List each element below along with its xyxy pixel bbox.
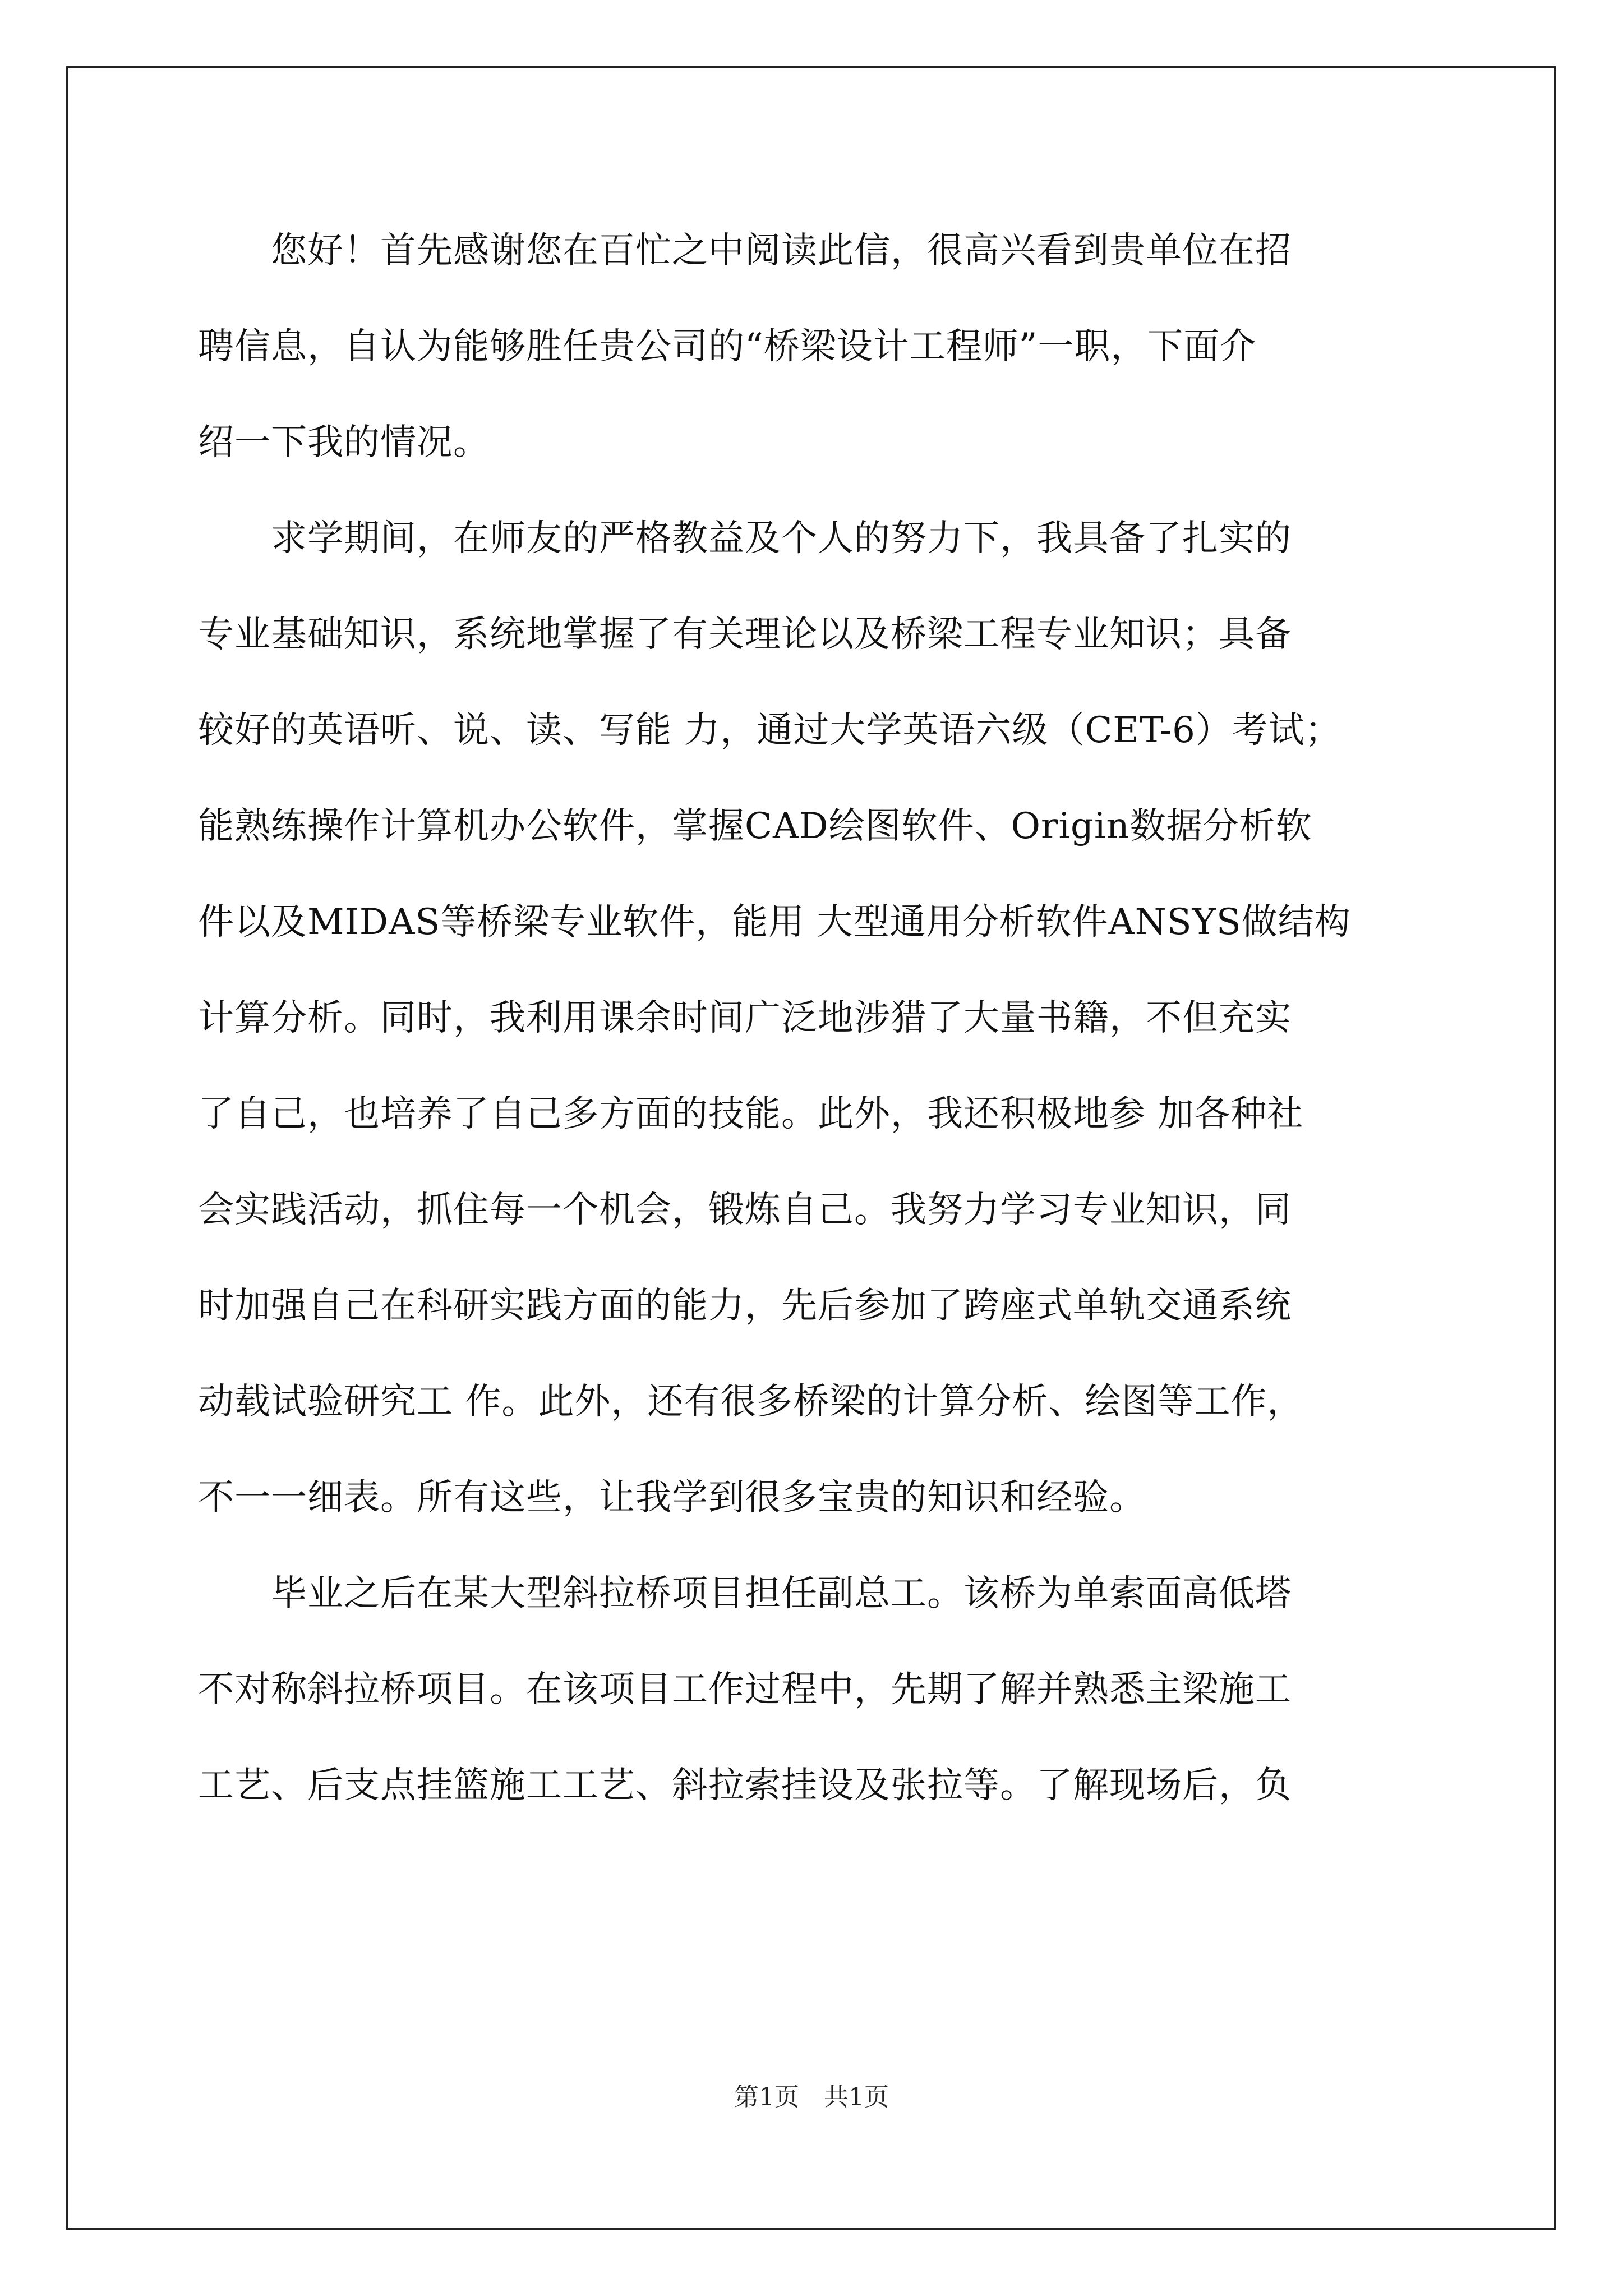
body-line: 时加强自己在科研实践方面的能力，先后参加了跨座式单轨交通系统	[198, 1285, 1292, 1327]
body-line: 求学期间，在师友的严格教益及个人的努力下，我具备了扎实的	[198, 518, 1292, 559]
page-number-footer: 第1页 共1页	[734, 2083, 889, 2111]
body-line: 动载试验研究工 作。此外，还有很多桥梁的计算分析、绘图等工作，	[198, 1381, 1304, 1423]
body-line: 不对称斜拉桥项目。在该项目工作过程中，先期了解并熟悉主梁施工	[198, 1669, 1292, 1710]
body-line: 能熟练操作计算机办公软件，掌握CAD绘图软件、Origin数据分析软	[198, 806, 1312, 847]
body-line: 毕业之后在某大型斜拉桥项目担任副总工。该桥为单索面高低塔	[198, 1573, 1292, 1614]
letter-body	[198, 214, 1432, 1845]
body-line: 了自己，也培养了自己多方面的技能。此外，我还积极地参 加各种社	[198, 1093, 1304, 1135]
body-line: 您好！首先感谢您在百忙之中阅读此信，很高兴看到贵单位在招	[198, 230, 1292, 272]
body-line: 会实践活动，抓住每一个机会，锻炼自己。我努力学习专业知识，同	[198, 1189, 1292, 1231]
body-line: 绍一下我的情况。	[198, 422, 490, 463]
body-line: 聘信息，自认为能够胜任贵公司的“桥梁设计工程师”一职，下面介	[198, 326, 1257, 367]
body-line: 计算分析。同时，我利用课余时间广泛地涉猎了大量书籍，不但充实	[198, 997, 1292, 1039]
body-line: 件以及MIDAS等桥梁专业软件，能用 大型通用分析软件ANSYS做结构	[198, 901, 1351, 943]
body-line: 较好的英语听、说、读、写能 力，通过大学英语六级（CET-6）考试；	[198, 710, 1341, 751]
body-line: 专业基础知识，系统地掌握了有关理论以及桥梁工程专业知识；具备	[198, 614, 1292, 655]
body-line: 不一一细表。所有这些，让我学到很多宝贵的知识和经验。	[198, 1477, 1146, 1519]
body-line: 工艺、后支点挂篮施工工艺、斜拉索挂设及张拉等。了解现场后，负	[198, 1765, 1292, 1806]
